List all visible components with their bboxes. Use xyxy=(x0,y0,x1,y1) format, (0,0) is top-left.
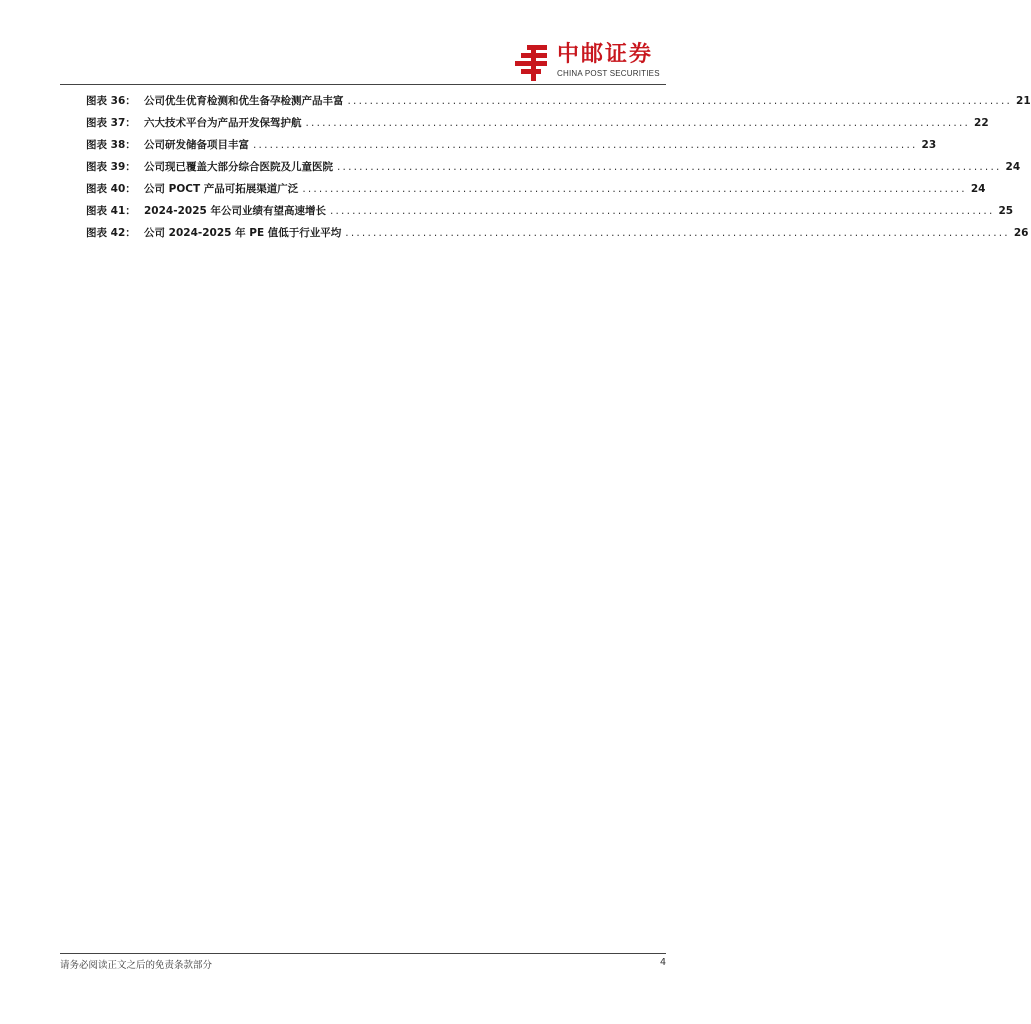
toc-row[interactable] xyxy=(86,137,937,159)
figure-label: 图表 36： xyxy=(86,95,136,107)
header-divider xyxy=(60,84,666,85)
figure-label: 图表 39： xyxy=(86,161,136,173)
dot-leader: ........................................................................................................................ xyxy=(345,227,1010,239)
figure-page: 21 xyxy=(1016,95,1031,107)
figure-page: 24 xyxy=(1005,161,1021,173)
toc-row[interactable] xyxy=(86,93,1031,115)
toc-row[interactable] xyxy=(86,115,989,137)
toc-row[interactable] xyxy=(86,159,1021,181)
figure-label: 图表 38： xyxy=(86,139,136,151)
figure-page: 24 xyxy=(970,183,986,195)
dot-leader: ........................................................................................................................ xyxy=(305,117,971,129)
toc-row[interactable] xyxy=(86,181,986,203)
dot-leader: ........................................................................................................................ xyxy=(347,95,1013,107)
toc-row[interactable] xyxy=(86,203,1014,225)
dot-leader: ........................................................................................................................ xyxy=(337,161,1002,173)
dot-leader: ........................................................................................................................ xyxy=(329,205,995,217)
figure-title: 公司 POCT 产品可拓展渠道广泛 xyxy=(144,183,299,195)
figure-title: 六大技术平台为产品开发保驾护航 xyxy=(144,117,302,129)
logo-english-name: CHINA POST SECURITIES xyxy=(557,69,660,78)
footer-disclaimer: 请务必阅读正文之后的免责条款部分 xyxy=(60,960,213,971)
figure-title: 公司 2024-2025 年 PE 值低于行业平均 xyxy=(144,227,342,239)
figure-title: 公司优生优育检测和优生备孕检测产品丰富 xyxy=(144,95,344,107)
figure-title: 2024-2025 年公司业绩有望高速增长 xyxy=(144,205,326,217)
company-logo xyxy=(513,43,673,83)
logo-chinese-name: 中邮证券 xyxy=(557,42,654,67)
footer-divider xyxy=(60,953,666,954)
dot-leader: ........................................................................................................................ xyxy=(253,139,918,151)
figure-label: 图表 41： xyxy=(86,205,136,217)
figure-label: 图表 42： xyxy=(86,227,136,239)
china-post-logo-icon xyxy=(513,43,553,83)
toc-row[interactable] xyxy=(86,225,1029,247)
figure-label: 图表 37： xyxy=(86,117,136,129)
figure-title: 公司现已覆盖大部分综合医院及儿童医院 xyxy=(144,161,333,173)
page-header xyxy=(0,0,724,86)
figure-page: 25 xyxy=(998,205,1014,217)
figure-page: 22 xyxy=(974,117,989,129)
table-of-figures xyxy=(86,93,1031,247)
page-footer xyxy=(60,957,666,971)
figure-page: 23 xyxy=(921,139,937,151)
page-number: 4 xyxy=(659,957,666,968)
figure-title: 公司研发储备项目丰富 xyxy=(144,139,249,151)
dot-leader: ........................................................................................................................ xyxy=(302,183,967,195)
figure-label: 图表 40： xyxy=(86,183,136,195)
figure-page: 26 xyxy=(1013,227,1029,239)
